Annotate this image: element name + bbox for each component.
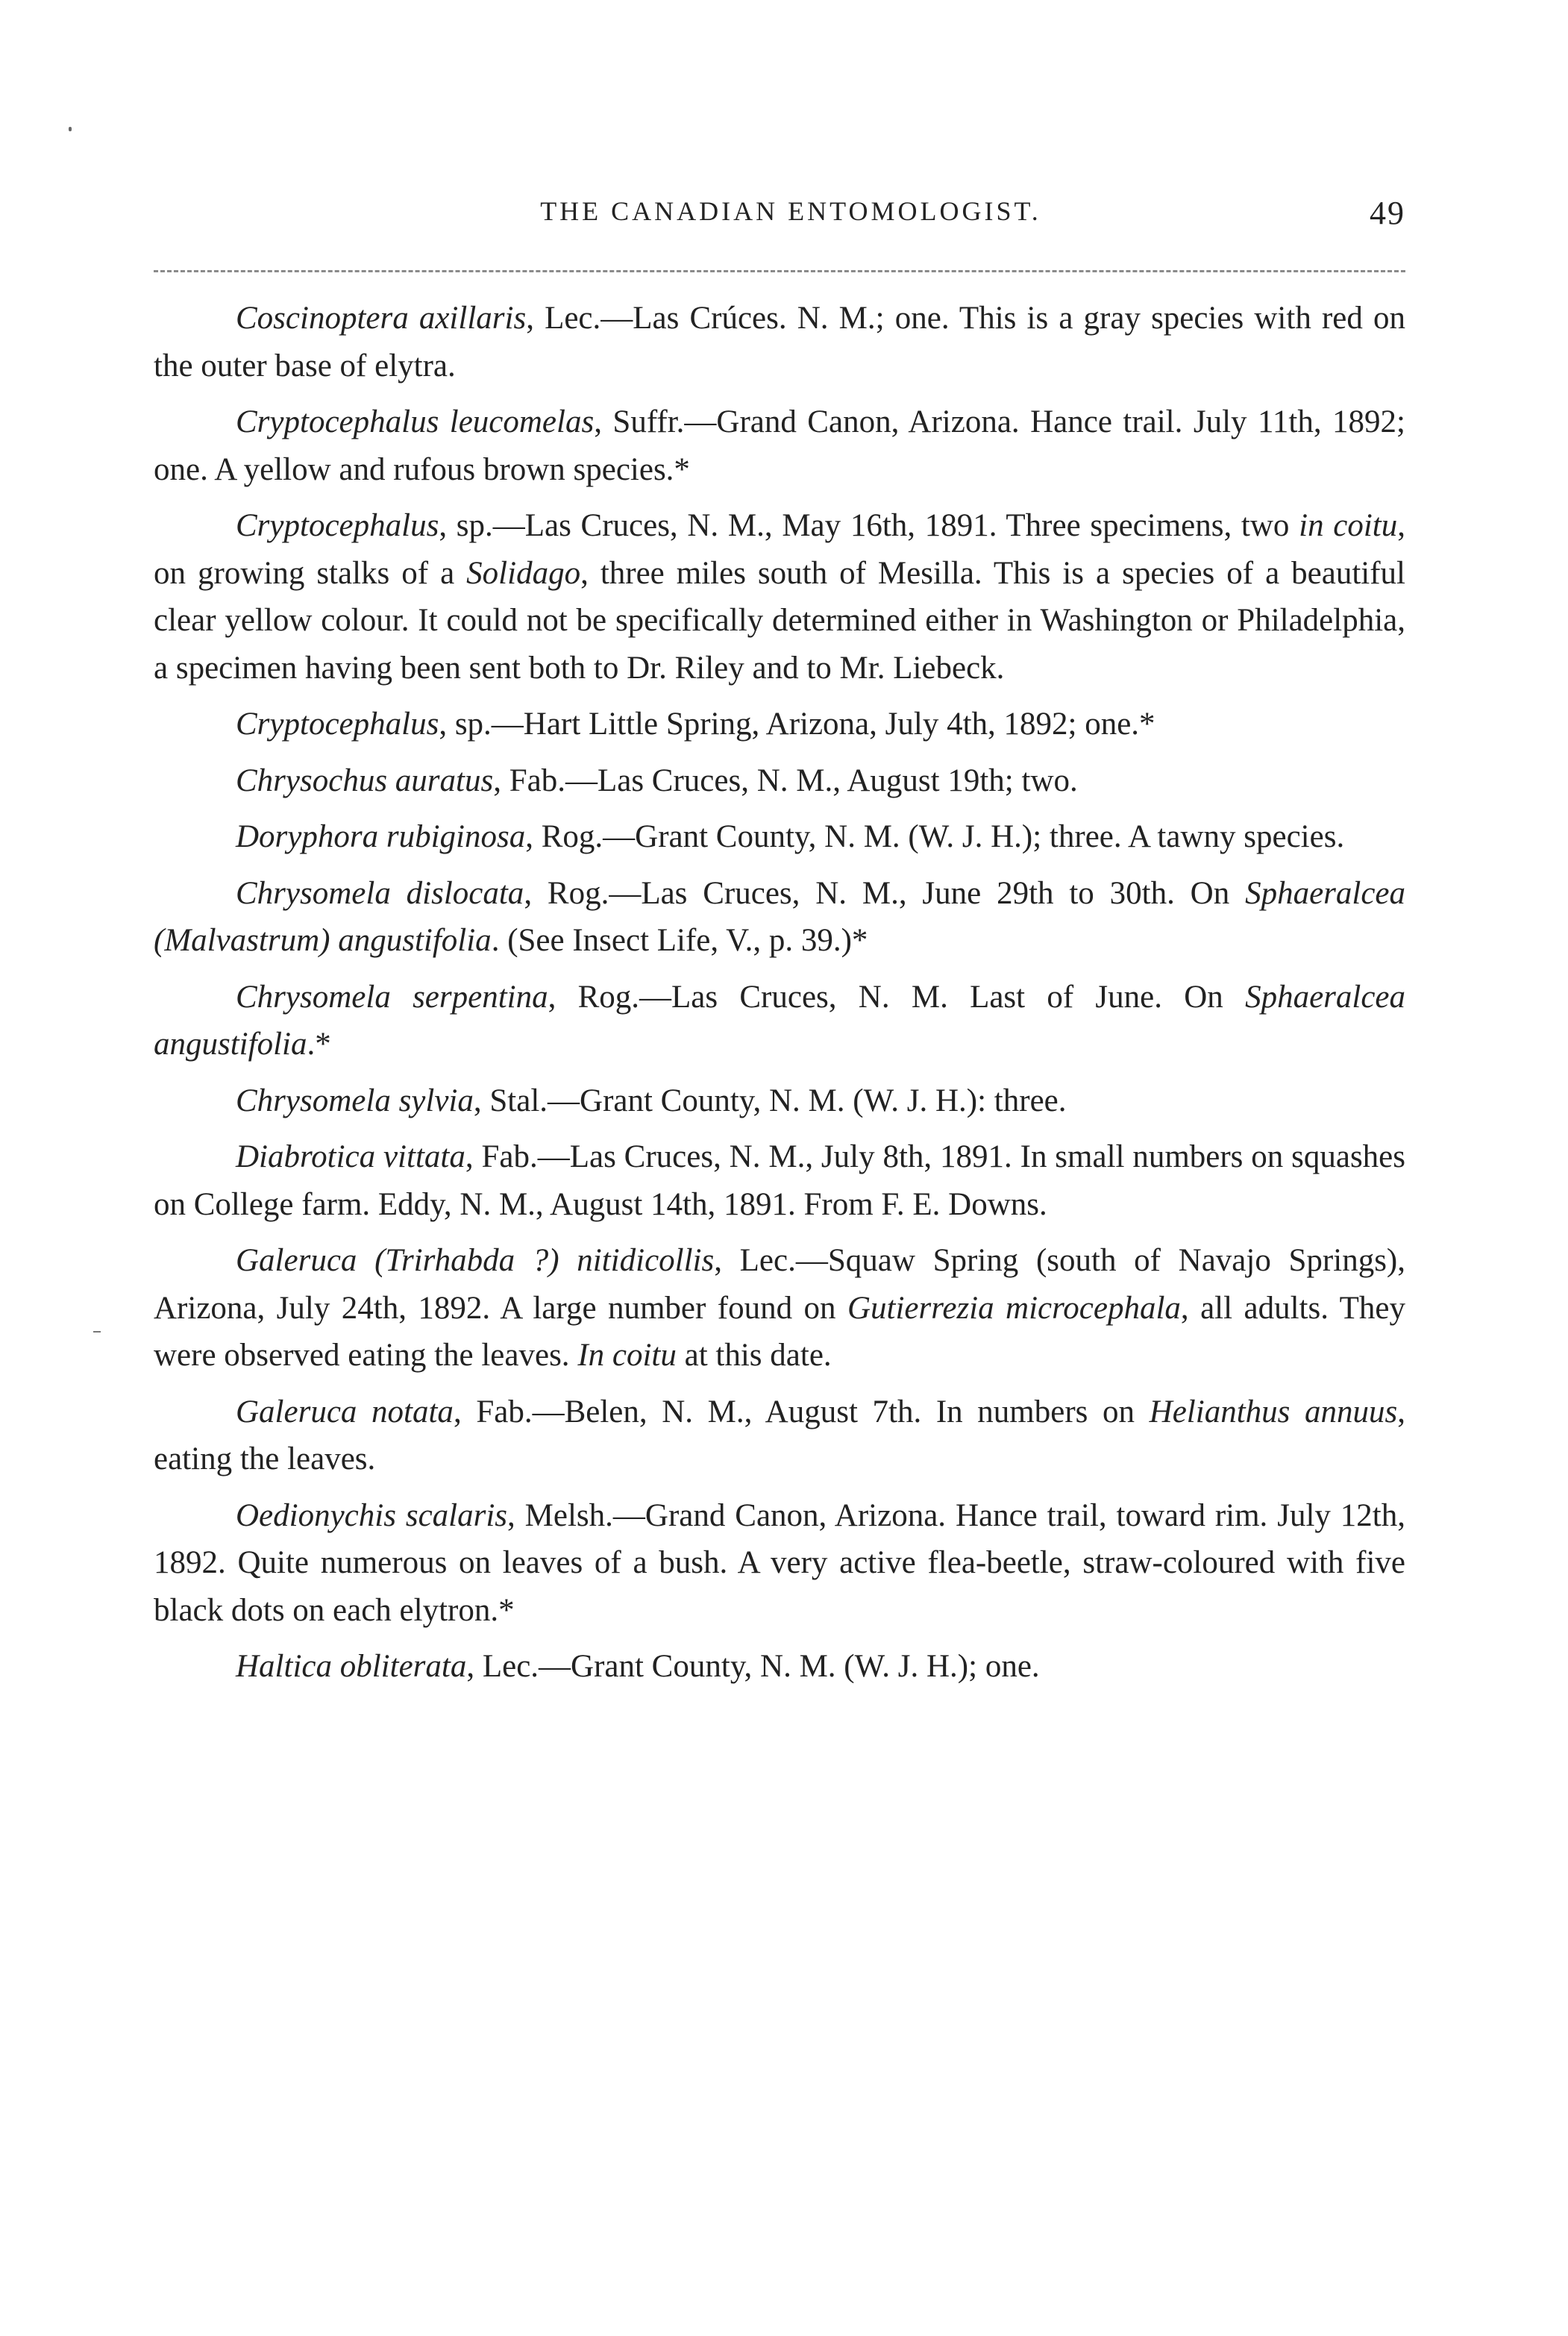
species-text: , Rog.—Las Cruces, N. M., June 29th to 30th. On: [524, 875, 1246, 911]
species-entry-galeruca-nitidicollis: [154, 1237, 1405, 1380]
italic-phrase: Helianthus annuus: [1149, 1394, 1398, 1430]
species-text: , on growing stalks of a: [154, 508, 1405, 591]
species-text: , Rog.—Grant County, N. M. (W. J. H.); three. A tawny species.: [525, 819, 1345, 854]
species-text: , Lec.—Grant County, N. M. (W. J. H.); one.: [466, 1649, 1040, 1684]
species-entry-cryptocephalus-sp-2: [154, 701, 1405, 748]
species-text: at this date.: [676, 1338, 832, 1373]
species-text: , Fab.—Las Cruces, N. M., July 8th, 1891. In small numbers on squashes on College farm. Eddy, N. M., August 14th, 1891. From F. E. Downs.: [154, 1139, 1405, 1222]
italic-phrase: Solidago: [466, 555, 581, 591]
species-text: , sp.—Hart Little Spring, Arizona, July 4th, 1892; one.*: [439, 707, 1155, 742]
species-entry-cryptocephalus-sp-1: [154, 502, 1405, 692]
species-text: , Rog.—Las Cruces, N. M. Last of June. On: [548, 979, 1246, 1015]
species-name: Chrysochus auratus: [236, 763, 494, 798]
species-text: , Lec.—Las Crúces. N. M.; one. This is a gray species with red on the outer base of elytra.: [154, 301, 1405, 383]
species-text: , Suffr.—Grand Canon, Arizona. Hance trail. July 11th, 1892; one. A yellow and rufous brown species.*: [154, 404, 1405, 487]
species-name: Chrysomela serpentina: [236, 979, 548, 1015]
species-entry-chrysochus: [154, 757, 1405, 805]
species-name: Diabrotica vittata: [236, 1139, 465, 1174]
scan-speck: [69, 127, 72, 131]
species-entry-chrysomela-serpentina: [154, 974, 1405, 1068]
species-text: .*: [307, 1027, 331, 1062]
species-text: , Fab.—Belen, N. M., August 7th. In numbers on: [453, 1394, 1150, 1430]
page-number: 49: [1370, 195, 1405, 231]
species-name: Galeruca (Trirhabda ?) nitidicollis: [236, 1243, 715, 1278]
species-text: , three miles south of Mesilla. This is a species of a beautiful clear yellow colour. It could not be specifically determined either in Washington or Philadelphia, a specimen having been sent both to Dr. Riley and to Mr. Liebeck.: [154, 555, 1405, 686]
italic-phrase: Sphaeralcea angustifolia: [154, 979, 1405, 1062]
species-text: , Lec.—Squaw Spring (south of Navajo Springs), Arizona, July 24th, 1892. A large number found on: [154, 1243, 1405, 1326]
running-header: [154, 195, 1405, 240]
species-list: [154, 295, 1405, 1700]
header-rule: [154, 270, 1405, 272]
margin-mark: [93, 1331, 101, 1333]
journal-title: THE CANADIAN ENTOMOLOGIST.: [540, 196, 1041, 226]
italic-phrase: In coitu: [577, 1338, 677, 1373]
species-name: Cryptocephalus leucomelas: [236, 404, 595, 439]
species-entry-galeruca-notata: [154, 1388, 1405, 1483]
species-name: Haltica obliterata: [236, 1649, 467, 1684]
species-text: , Fab.—Las Cruces, N. M., August 19th; two.: [493, 763, 1078, 798]
species-entry-haltica: [154, 1643, 1405, 1691]
species-name: Galeruca notata: [236, 1394, 454, 1430]
species-text: , Melsh.—Grand Canon, Arizona. Hance trail, toward rim. July 12th, 1892. Quite numerous on leaves of a bush. A very active flea-beetle, straw-coloured with five black dots on each elytron.*: [154, 1497, 1405, 1628]
species-entry-diabrotica: [154, 1133, 1405, 1228]
italic-phrase: Gutierrezia microcephala: [847, 1290, 1181, 1326]
species-name: Doryphora rubiginosa: [236, 819, 526, 854]
species-text: , eating the leaves.: [154, 1394, 1405, 1477]
species-text: , Stal.—Grant County, N. M. (W. J. H.): three.: [473, 1083, 1067, 1118]
species-text: , sp.—Las Cruces, N. M., May 16th, 1891. Three specimens, two: [439, 508, 1299, 543]
species-text: . (See Insect Life, V., p. 39.)*: [491, 923, 868, 958]
species-entry-chrysomela-dislocata: [154, 870, 1405, 965]
italic-phrase: Sphaeralcea (Malvastrum) angustifolia: [154, 875, 1405, 958]
species-entry-doryphora: [154, 813, 1405, 861]
species-name: Chrysomela sylvia: [236, 1083, 474, 1118]
species-name: Coscinoptera axillaris: [236, 301, 527, 336]
species-name: Cryptocephalus: [236, 707, 439, 742]
species-entry-cryptocephalus-leucomelas: [154, 398, 1405, 493]
species-name: Oedionychis scalaris: [236, 1497, 508, 1533]
species-name: Cryptocephalus: [236, 508, 439, 543]
italic-phrase: in coitu: [1299, 508, 1398, 543]
species-name: Chrysomela dislocata: [236, 875, 524, 911]
species-entry-oedionychis: [154, 1492, 1405, 1635]
species-entry-chrysomela-sylvia: [154, 1077, 1405, 1125]
species-text: , all adults. They were observed eating the leaves.: [154, 1290, 1405, 1373]
species-entry-coscinoptera: [154, 295, 1405, 389]
